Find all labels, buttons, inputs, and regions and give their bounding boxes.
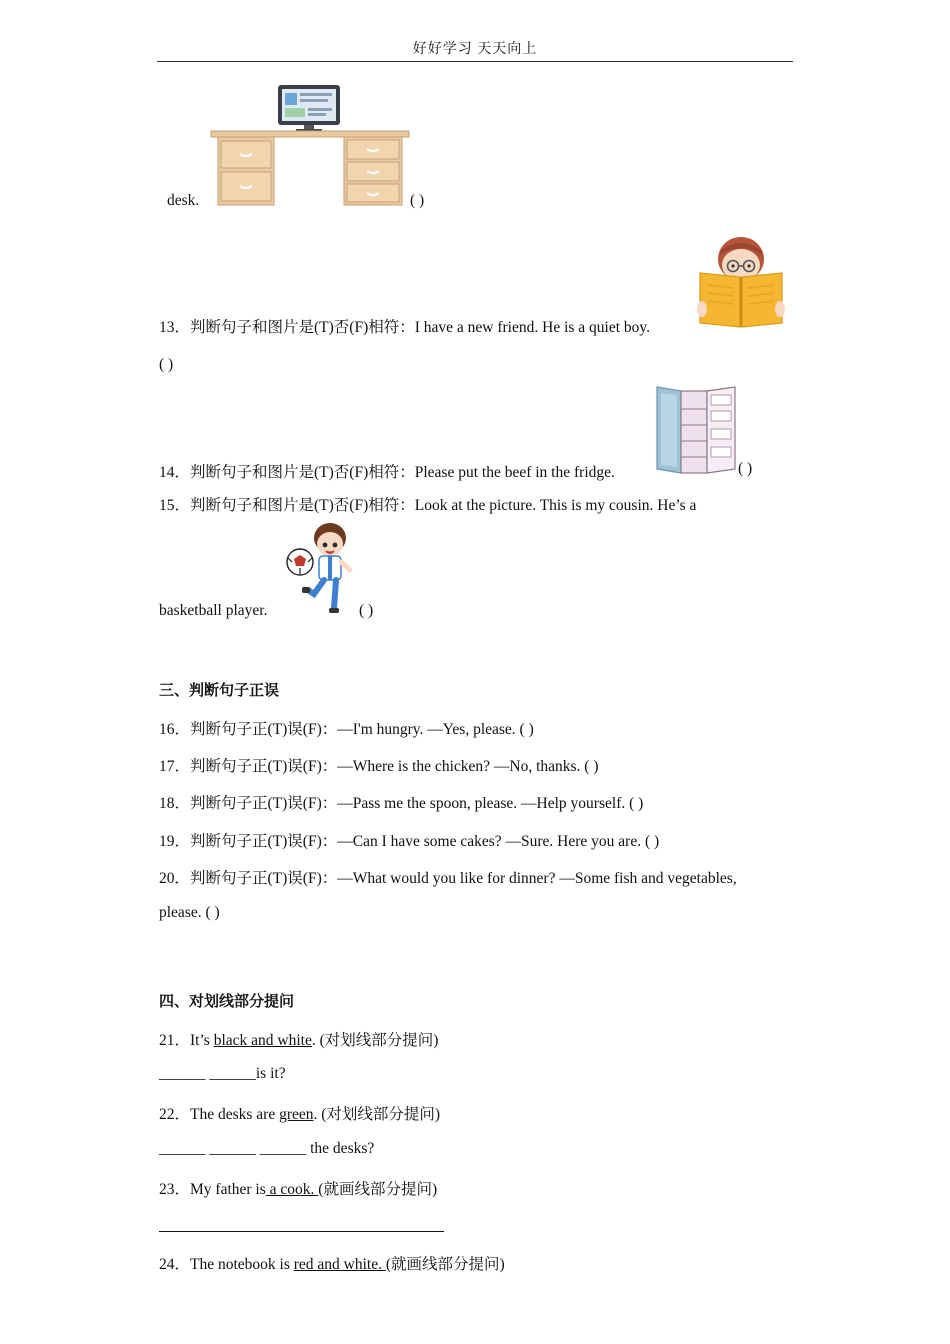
q23-underlined: a cook.: [265, 1181, 319, 1198]
q24-text: [159, 1252, 505, 1274]
q15-text: 15．判断句子和图片是(T)否(F)相符：Look at the picture. This is my cousin. He’s a: [159, 497, 697, 514]
q15-answer-paren[interactable]: ( ): [359, 602, 374, 619]
q13-text: 13．判断句子和图片是(T)否(F)相符：I have a new friend. He is a quiet boy.: [159, 319, 651, 336]
section-3-title: 三、判断句子正误: [159, 681, 280, 699]
reading-boy-illustration: [698, 233, 784, 329]
q12-answer-paren[interactable]: ( ): [410, 192, 425, 209]
q23-prefix: 23．My father is: [159, 1181, 266, 1198]
q21-prefix: 21．It’s: [159, 1032, 214, 1049]
q21-answer-blanks[interactable]: ______ ______: [159, 1065, 256, 1082]
q21-answer-line[interactable]: [159, 1065, 286, 1083]
q20-text: 20．判断句子正(T)误(F)：—What would you like for dinner? —Some fish and vegetables,: [159, 870, 737, 887]
q23-text: [159, 1177, 437, 1199]
q21-suffix: . (对划线部分提问): [311, 1032, 439, 1049]
q22-underlined: green: [279, 1106, 314, 1123]
q17-text: 17．判断句子正(T)误(F)：—Where is the chicken? —No, thanks. ( ): [159, 758, 599, 775]
section-4-title: 四、对划线部分提问: [159, 992, 295, 1010]
q21-underlined: black and white: [213, 1032, 312, 1049]
q14-text: 14．判断句子和图片是(T)否(F)相符：Please put the beef in the fridge.: [159, 464, 615, 481]
q14-answer-paren[interactable]: ( ): [738, 460, 753, 477]
q18-text: 18．判断句子正(T)误(F)：—Pass me the spoon, please. —Help yourself. ( ): [159, 795, 644, 812]
q24-suffix: (就画线部分提问): [385, 1256, 505, 1273]
q15-text-cont: basketball player.: [159, 602, 268, 619]
q23-suffix: (就画线部分提问): [318, 1181, 438, 1198]
q21-answer-tail: is it?: [255, 1065, 286, 1082]
header-rule: [157, 61, 793, 62]
q20-text-cont: please. ( ): [159, 904, 220, 921]
q23-answer-line[interactable]: [159, 1231, 444, 1232]
q12-tail-text: desk.: [167, 192, 200, 209]
page-header: 好好学习 天天向上: [412, 42, 538, 57]
q13-answer-paren[interactable]: ( ): [159, 356, 174, 373]
q22-answer-blanks[interactable]: ______ ______ ______: [159, 1140, 307, 1157]
q24-prefix: 24．The notebook is: [159, 1256, 294, 1273]
q22-text: [159, 1102, 440, 1124]
q22-prefix: 22．The desks are: [159, 1106, 280, 1123]
desk-with-computer-illustration: [210, 84, 410, 208]
soccer-boy-illustration: [284, 518, 360, 618]
q21-text: [159, 1028, 438, 1050]
q16-text: 16．判断句子正(T)误(F)：—I'm hungry. —Yes, please. ( ): [159, 721, 534, 738]
q19-text: 19．判断句子正(T)误(F)：—Can I have some cakes? —Sure. Here you are. ( ): [159, 833, 660, 850]
q24-underlined: red and white.: [293, 1256, 386, 1273]
q22-answer-tail: the desks?: [306, 1140, 375, 1157]
fridge-illustration: [655, 385, 739, 475]
q22-suffix: . (对划线部分提问): [313, 1106, 441, 1123]
q22-answer-line[interactable]: [159, 1140, 374, 1158]
